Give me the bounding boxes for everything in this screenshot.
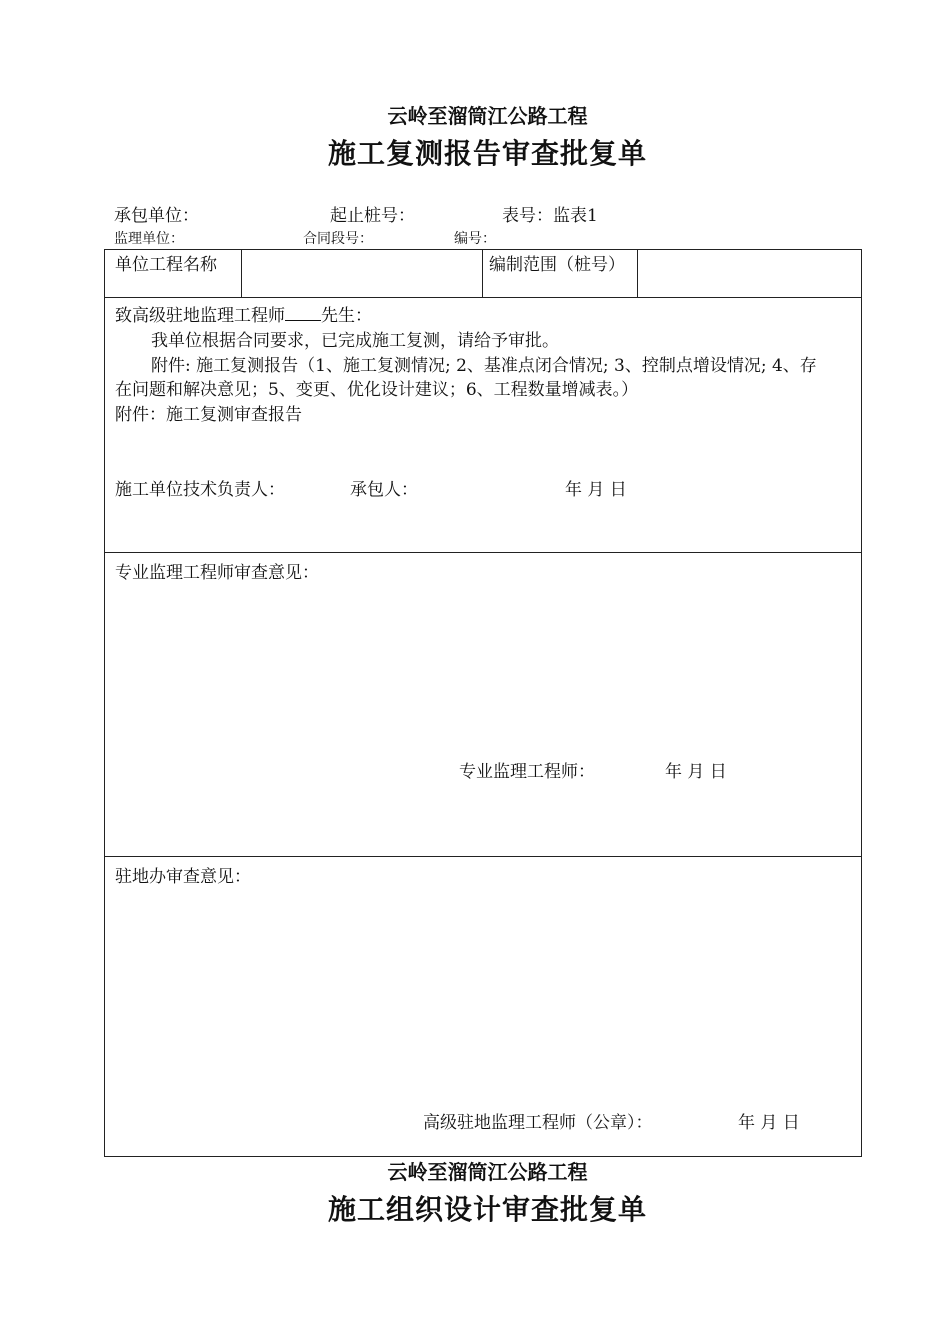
scope-value[interactable] — [638, 250, 862, 298]
attachment-report: 附件：施工复测审查报告 — [115, 405, 302, 425]
unit-project-value[interactable] — [242, 250, 483, 298]
contract-section-label: 合同段号： — [303, 231, 373, 247]
attachment-line: 附件: 施工复测报告（1、施工复测情况; 2、基准点闭合情况; 3、控制点增设情况; 4、存 — [151, 356, 817, 376]
application-section — [105, 298, 862, 553]
supervisor-label: 监理单位： — [114, 231, 184, 247]
salutation — [115, 301, 372, 326]
review-form-table — [104, 249, 862, 1157]
resident-review-title: 驻地办审查意见： — [115, 867, 251, 887]
resident-office-review-section — [105, 857, 862, 1157]
scope-label: 编制范围（桩号） — [483, 250, 638, 298]
request-statement: 我单位根据合同要求，已完成施工复测，请给予审批。 — [151, 331, 559, 351]
contractor-label: 承包单位： — [114, 206, 199, 226]
resident-date-field: 年 月 日 — [738, 1113, 800, 1133]
project-title: 云岭至溜筒江公路工程 — [387, 104, 588, 128]
engineer-date-field: 年 月 日 — [665, 762, 727, 782]
footer-project-title: 云岭至溜筒江公路工程 — [387, 1160, 588, 1184]
unit-project-label: 单位工程名称 — [105, 250, 242, 298]
engineer-signer-label: 专业监理工程师： — [459, 762, 595, 782]
salutation-prefix: 致高级驻地监理工程师 — [115, 306, 285, 326]
attachment-line-cont: 在问题和解决意见；5、变更、优化设计建议；6、工程数量增减表。） — [115, 380, 639, 400]
salutation-suffix: 先生： — [321, 306, 372, 326]
engineer-review-section — [105, 553, 862, 857]
station-label: 起止桩号： — [330, 206, 415, 226]
form-number-label: 表号：监表1 — [502, 206, 598, 226]
form-title: 施工复测报告审查批复单 — [327, 137, 647, 170]
tech-lead-label: 施工单位技术负责人： — [115, 480, 285, 500]
next-form-title: 施工组织设计审查批复单 — [327, 1193, 647, 1226]
name-blank[interactable] — [285, 306, 321, 321]
engineer-review-title: 专业监理工程师审查意见： — [115, 563, 319, 583]
resident-signer-label: 高级驻地监理工程师（公章）： — [423, 1113, 653, 1133]
date-field: 年 月 日 — [565, 480, 627, 500]
serial-number-label: 编号： — [454, 231, 496, 247]
contractor-person-label: 承包人： — [350, 480, 418, 500]
